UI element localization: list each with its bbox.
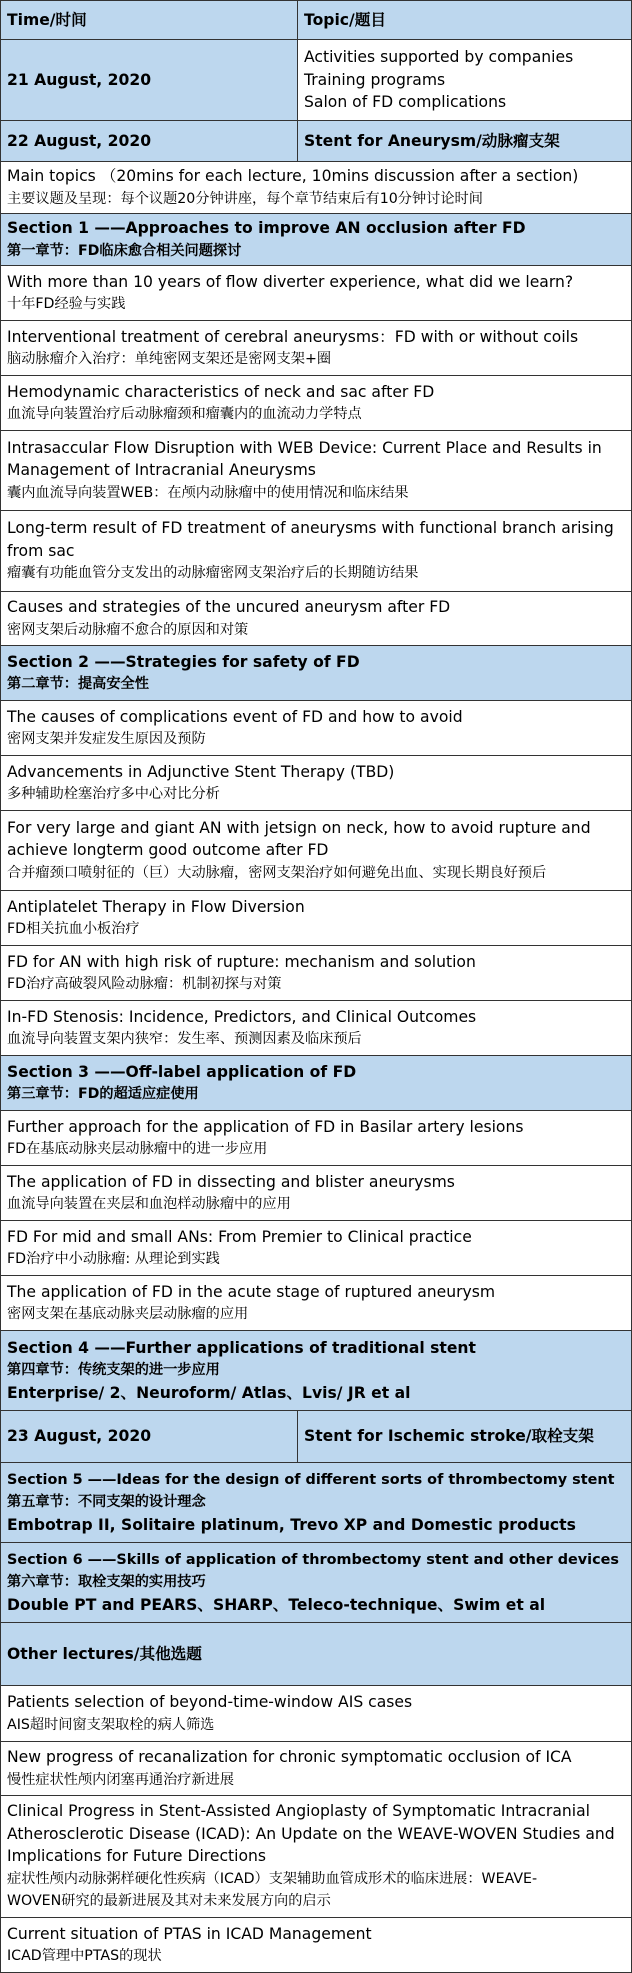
section-4-header: [0, 1330, 632, 1411]
section-title: Section 5 ——Ideas for the design of different sorts of thrombectomy stent: [7, 1471, 615, 1488]
lecture-title: Further approach for the application of FD in Basilar artery lesions: [7, 1117, 524, 1136]
lecture-row: [0, 810, 632, 891]
lecture-title: Management of Intracranial Aneurysms: [7, 461, 316, 480]
lecture-title: The application of FD in the acute stage of ruptured aneurysm: [7, 1282, 496, 1301]
intro-text-cn: 主要议题及呈现：每个议题20分钟讲座，每个章节结束后有10分钟讨论时间: [7, 190, 483, 207]
section-6-header: [0, 1542, 632, 1623]
lecture-row: [0, 945, 632, 1001]
intro-text: Main topics （20mins for each lecture, 10mins discussion after a section): [7, 167, 579, 186]
day2-date-cell: [0, 120, 298, 162]
lecture-title-cn: 密网支架在基底动脉夹层动脉瘤的应用: [7, 1306, 249, 1322]
header-time-cell: [0, 0, 298, 40]
section-devices: Enterprise/ 2、Neuroform/ Atlas、Lvis/ JR et al: [7, 1383, 411, 1402]
intro-row: [0, 161, 632, 214]
lecture-title: Clinical Progress in Stent-Assisted Angioplasty of Symptomatic Intracranial: [7, 1802, 591, 1821]
lecture-title: For very large and giant AN with jetsign on neck, how to avoid rupture and: [7, 818, 591, 837]
lecture-title-cn: 密网支架并发症发生原因及预防: [7, 731, 206, 747]
day1-item: Activities supported by companies: [304, 48, 574, 67]
lecture-title-cn: FD治疗高破裂风险动脉瘤：机制初探与对策: [7, 976, 282, 992]
section-title: Section 2 ——Strategies for safety of FD: [7, 652, 360, 671]
day2-topic-cell: [297, 120, 632, 162]
lecture-row: [0, 1220, 632, 1276]
day2-topic: Stent for Aneurysm/动脉瘤支架: [304, 131, 560, 150]
lecture-title-cn: 十年FD经验与实践: [7, 296, 126, 312]
lecture-row: [0, 755, 632, 811]
day1-item: Training programs: [304, 70, 446, 89]
lecture-row: [0, 1275, 632, 1331]
header-time-label: Time/时间: [7, 10, 87, 29]
lecture-title: The causes of complications event of FD and how to avoid: [7, 707, 463, 726]
lecture-title: In-FD Stenosis: Incidence, Predictors, and Clinical Outcomes: [7, 1007, 477, 1026]
lecture-row: [0, 1917, 632, 1973]
lecture-row: [0, 430, 632, 511]
section-title: Section 1 ——Approaches to improve AN occlusion after FD: [7, 219, 526, 238]
day1-date-cell: [0, 39, 298, 121]
lecture-title: Causes and strategies of the uncured aneurysm after FD: [7, 598, 451, 617]
day3-topic: Stent for Ischemic stroke/取栓支架: [304, 1427, 594, 1446]
section-title-cn: 第二章节：提高安全性: [7, 676, 149, 692]
lecture-title-cn: AIS超时间窗支架取栓的病人筛选: [7, 1716, 215, 1733]
lecture-title-cn: WOVEN研究的最新进展及其对未来发展方向的启示: [7, 1893, 331, 1910]
section-title: Section 6 ——Skills of application of thrombectomy stent and other devices: [7, 1551, 619, 1568]
lecture-title: Patients selection of beyond-time-window AIS cases: [7, 1693, 413, 1712]
lecture-title: FD For mid and small ANs: From Premier to Clinical practice: [7, 1227, 472, 1246]
section-title-cn: 第四章节：传统支架的进一步应用: [7, 1362, 220, 1379]
lecture-title-cn: 脑动脉瘤介入治疗：单纯密网支架还是密网支架+圈: [7, 351, 332, 367]
section-title: Section 3 ——Off-label application of FD: [7, 1062, 357, 1081]
lecture-title-cn: FD在基底动脉夹层动脉瘤中的进一步应用: [7, 1141, 268, 1157]
lecture-title-cn: 慢性症状性颅内闭塞再通治疗新进展: [7, 1771, 235, 1788]
lecture-row: [0, 1685, 632, 1742]
lecture-row: [0, 1741, 632, 1796]
lecture-title-cn: ICAD管理中PTAS的现状: [7, 1948, 162, 1964]
lecture-title-cn: FD治疗中小动脉瘤: 从理论到实践: [7, 1251, 220, 1267]
section-devices: Double PT and PEARS、SHARP、Teleco-technique、Swim et al: [7, 1595, 546, 1614]
section-title-cn: 第五章节：不同支架的设计理念: [7, 1494, 206, 1511]
section-1-header: [0, 213, 632, 266]
lecture-row: [0, 700, 632, 756]
day3-date-cell: [0, 1410, 298, 1463]
section-2-header: [0, 645, 632, 701]
lecture-title: Current situation of PTAS in ICAD Management: [7, 1924, 372, 1943]
lecture-title-cn: 多种辅助栓塞治疗多中心对比分析: [7, 786, 220, 802]
lecture-row: [0, 510, 632, 592]
section-title-cn: 第六章节：取栓支架的实用技巧: [7, 1574, 206, 1591]
header-topic-cell: [297, 0, 632, 40]
lecture-title: With more than 10 years of flow diverter experience, what did we learn?: [7, 272, 574, 291]
other-lectures-header: [0, 1622, 632, 1686]
lecture-title: The application of FD in dissecting and blister aneurysms: [7, 1172, 455, 1191]
day3-date: 23 August, 2020: [7, 1427, 152, 1446]
lecture-title: Long-term result of FD treatment of aneurysms with functional branch arising: [7, 519, 614, 538]
day2-date: 22 August, 2020: [7, 131, 152, 150]
lecture-title-cn: 囊内血流导向装置WEB：在颅内动脉瘤中的使用情况和临床结果: [7, 484, 409, 501]
lecture-title-cn: 血流导向装置治疗后动脉瘤颈和瘤囊内的血流动力学特点: [7, 406, 362, 422]
lecture-row: [0, 1110, 632, 1166]
day1-topic-cell: [297, 39, 632, 121]
lecture-title-cn: 血流导向装置在夹层和血泡样动脉瘤中的应用: [7, 1196, 291, 1212]
lecture-row: [0, 591, 632, 646]
lecture-title-cn: 症状性颅内动脉粥样硬化性疾病（ICAD）支架辅助血管成形术的临床进展：WEAVE-: [7, 1870, 538, 1887]
lecture-title: Interventional treatment of cerebral aneurysms：FD with or without coils: [7, 327, 579, 346]
lecture-title: Implications for Future Directions: [7, 1847, 267, 1866]
lecture-row: [0, 265, 632, 321]
section-devices: Embotrap II, Solitaire platinum, Trevo XP and Domestic products: [7, 1515, 576, 1534]
lecture-row: [0, 1795, 632, 1918]
section-5-header: [0, 1462, 632, 1543]
lecture-title: Atherosclerotic Disease (ICAD): An Update on the WEAVE-WOVEN Studies and: [7, 1824, 615, 1843]
day1-date: 21 August, 2020: [7, 70, 152, 89]
lecture-title: New progress of recanalization for chronic symptomatic occlusion of ICA: [7, 1748, 572, 1767]
lecture-title-cn: 瘤囊有功能血管分支发出的动脉瘤密网支架治疗后的长期随访结果: [7, 565, 419, 582]
section-3-header: [0, 1055, 632, 1111]
section-title-cn: 第三章节：FD的超适应症使用: [7, 1086, 199, 1102]
lecture-title: FD for AN with high risk of rupture: mechanism and solution: [7, 952, 476, 971]
lecture-row: [0, 890, 632, 946]
lecture-title: achieve longterm good outcome after FD: [7, 841, 329, 860]
lecture-title: Antiplatelet Therapy in Flow Diversion: [7, 897, 305, 916]
lecture-title: Advancements in Adjunctive Stent Therapy (TBD): [7, 762, 395, 781]
lecture-title: Intrasaccular Flow Disruption with WEB Device: Current Place and Results in: [7, 438, 602, 457]
day1-item: Salon of FD complications: [304, 93, 507, 112]
lecture-row: [0, 375, 632, 431]
section-title-cn: 第一章节：FD临床愈合相关问题探讨: [7, 242, 242, 259]
lecture-title-cn: 合并瘤颈口喷射征的（巨）大动脉瘤，密网支架治疗如何避免出血、实现长期良好预后: [7, 864, 547, 881]
lecture-row: [0, 1165, 632, 1221]
lecture-title-cn: 密网支架后动脉瘤不愈合的原因和对策: [7, 621, 249, 638]
other-lectures-title: Other lectures/其他选题: [7, 1644, 202, 1663]
lecture-title-cn: FD相关抗血小板治疗: [7, 921, 140, 937]
lecture-row: [0, 320, 632, 376]
header-topic-label: Topic/题目: [304, 10, 386, 29]
section-title: Section 4 ——Further applications of traditional stent: [7, 1338, 476, 1357]
lecture-title-cn: 血流导向装置支架内狭窄：发生率、预测因素及临床预后: [7, 1031, 362, 1047]
lecture-row: [0, 1000, 632, 1056]
lecture-title: from sac: [7, 541, 75, 560]
lecture-title: Hemodynamic characteristics of neck and sac after FD: [7, 382, 435, 401]
day3-topic-cell: [297, 1410, 632, 1463]
